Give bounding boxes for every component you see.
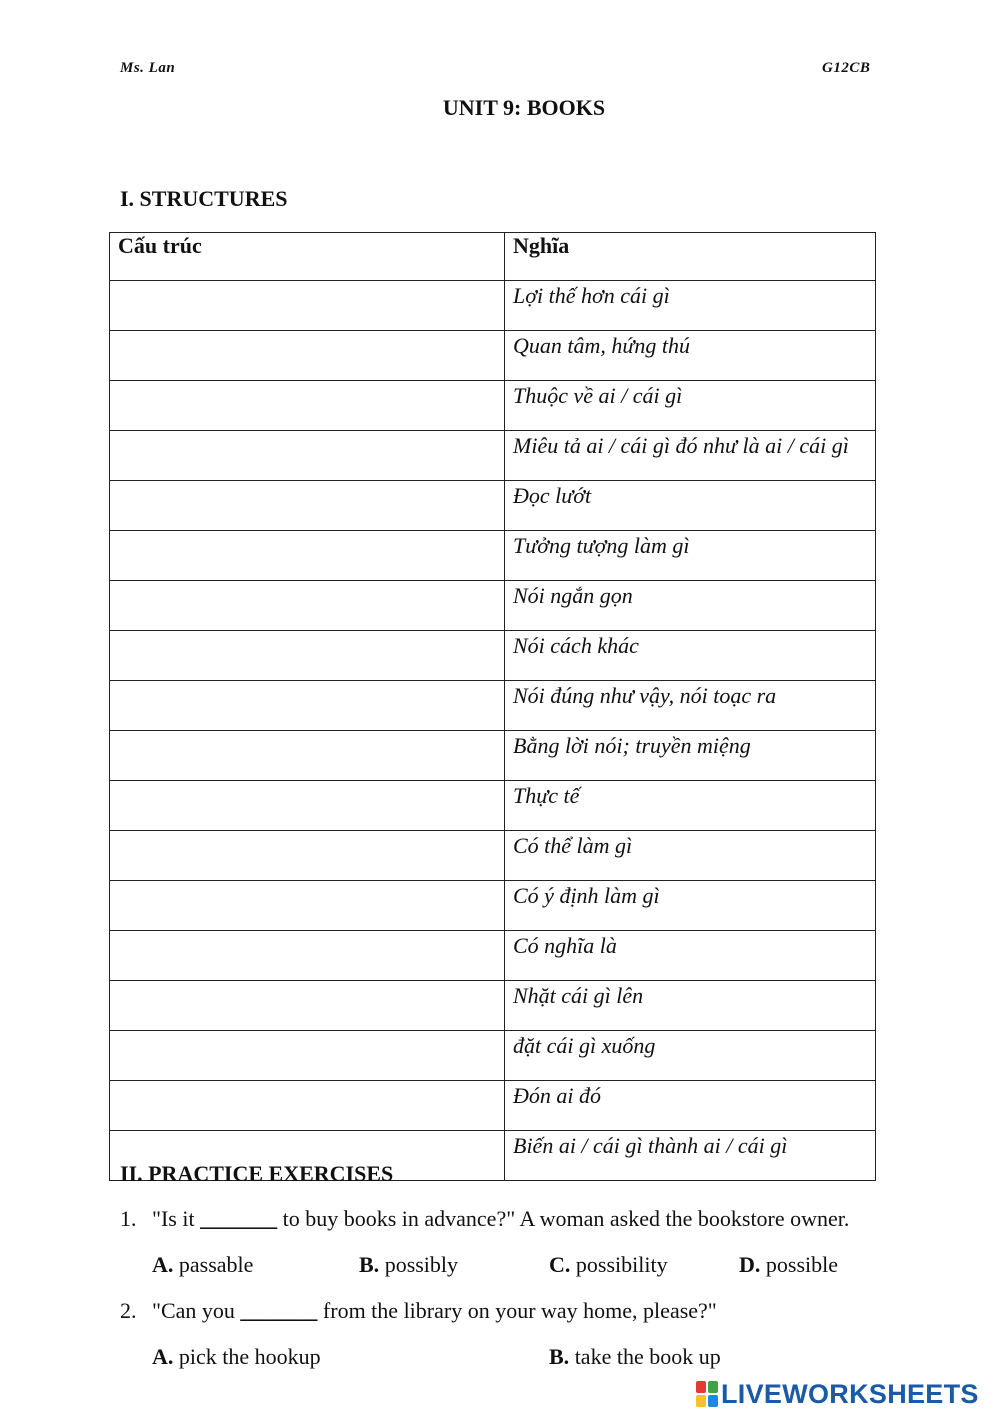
table-row	[110, 681, 876, 731]
structure-cell[interactable]	[110, 831, 505, 881]
option-1c[interactable]	[549, 1252, 668, 1278]
question-text-after: to buy books in advance?" A woman asked the bookstore owner.	[277, 1206, 850, 1231]
option-text: possibility	[575, 1252, 668, 1277]
meaning-cell: Thực tế	[505, 781, 876, 831]
option-text: possibly	[384, 1252, 459, 1277]
meaning-cell: Nói cách khác	[505, 631, 876, 681]
table-row	[110, 1081, 876, 1131]
table-row	[110, 831, 876, 881]
meaning-cell: Có thể làm gì	[505, 831, 876, 881]
structure-cell[interactable]	[110, 931, 505, 981]
meaning-cell: Miêu tả ai / cái gì đó như là ai / cái gì	[505, 431, 876, 481]
meaning-cell: Có nghĩa là	[505, 931, 876, 981]
structure-cell[interactable]	[110, 631, 505, 681]
question-1	[120, 1206, 849, 1232]
header-teacher-name: Ms. Lan	[120, 60, 176, 76]
option-letter: A.	[152, 1252, 174, 1277]
question-2	[120, 1298, 717, 1324]
option-text: pick the hookup	[178, 1344, 321, 1369]
structure-cell[interactable]	[110, 981, 505, 1031]
meaning-cell: đặt cái gì xuống	[505, 1031, 876, 1081]
column-header-structure: Cấu trúc	[110, 233, 505, 281]
meaning-cell: Lợi thế hơn cái gì	[505, 281, 876, 331]
option-2b[interactable]	[549, 1344, 721, 1370]
meaning-cell: Đón ai đó	[505, 1081, 876, 1131]
answer-blank[interactable]: _______	[200, 1206, 278, 1231]
structure-cell[interactable]	[110, 531, 505, 581]
option-letter: D.	[739, 1252, 761, 1277]
structures-table	[109, 232, 876, 1181]
table-row	[110, 631, 876, 681]
option-1b[interactable]	[359, 1252, 458, 1278]
meaning-cell: Tưởng tượng làm gì	[505, 531, 876, 581]
table-row	[110, 731, 876, 781]
meaning-cell: Thuộc về ai / cái gì	[505, 381, 876, 431]
question-number: 1.	[120, 1206, 137, 1231]
option-letter: A.	[152, 1344, 174, 1369]
structure-cell[interactable]	[110, 731, 505, 781]
option-letter: B.	[549, 1344, 570, 1369]
meaning-cell: Nói đúng như vậy, nói toạc ra	[505, 681, 876, 731]
option-letter: B.	[359, 1252, 380, 1277]
question-text-before: "Can you	[152, 1298, 241, 1323]
meaning-cell: Nhặt cái gì lên	[505, 981, 876, 1031]
meaning-cell: Đọc lướt	[505, 481, 876, 531]
liveworksheets-logo	[696, 1378, 979, 1410]
option-text: take the book up	[574, 1344, 721, 1369]
meaning-cell: Quan tâm, hứng thú	[505, 331, 876, 381]
table-row	[110, 881, 876, 931]
meaning-cell: Biến ai / cái gì thành ai / cái gì	[505, 1131, 876, 1181]
structure-cell[interactable]	[110, 481, 505, 531]
structure-cell[interactable]	[110, 681, 505, 731]
option-2a[interactable]	[152, 1344, 321, 1370]
meaning-cell: Bằng lời nói; truyền miệng	[505, 731, 876, 781]
table-row	[110, 981, 876, 1031]
structure-cell[interactable]	[110, 331, 505, 381]
question-number: 2.	[120, 1298, 137, 1323]
option-1a[interactable]	[152, 1252, 253, 1278]
table-row	[110, 581, 876, 631]
option-text: possible	[765, 1252, 839, 1277]
structure-cell[interactable]	[110, 431, 505, 481]
table-row	[110, 331, 876, 381]
table-row	[110, 1031, 876, 1081]
answer-blank[interactable]: _______	[240, 1298, 318, 1323]
column-header-meaning: Nghĩa	[505, 233, 876, 281]
page-title: UNIT 9: BOOKS	[442, 95, 606, 120]
option-letter: C.	[549, 1252, 571, 1277]
structure-cell[interactable]	[110, 1081, 505, 1131]
structure-cell[interactable]	[110, 381, 505, 431]
structures-table-body	[110, 281, 876, 1181]
meaning-cell: Có ý định làm gì	[505, 881, 876, 931]
structure-cell[interactable]	[110, 881, 505, 931]
section-practice-heading: II. PRACTICE EXERCISES	[120, 1161, 394, 1186]
table-row	[110, 431, 876, 481]
question-text-before: "Is it	[152, 1206, 201, 1231]
liveworksheets-logo-text: LIVEWORKSHEETS	[721, 1378, 979, 1409]
structure-cell[interactable]	[110, 1031, 505, 1081]
option-1d[interactable]	[739, 1252, 838, 1278]
structure-cell[interactable]	[110, 781, 505, 831]
question-text-after: from the library on your way home, please?"	[317, 1298, 717, 1323]
option-text: passable	[178, 1252, 254, 1277]
structure-cell[interactable]	[110, 581, 505, 631]
table-row	[110, 281, 876, 331]
table-row	[110, 381, 876, 431]
table-row	[110, 931, 876, 981]
meaning-cell: Nói ngắn gọn	[505, 581, 876, 631]
table-header-row	[110, 233, 876, 281]
table-row	[110, 531, 876, 581]
table-row	[110, 481, 876, 531]
section-structures-heading: I. STRUCTURES	[120, 186, 288, 211]
table-row	[110, 781, 876, 831]
liveworksheets-mark-icon	[696, 1381, 718, 1407]
header-class-code: G12CB	[822, 60, 871, 76]
structure-cell[interactable]	[110, 281, 505, 331]
